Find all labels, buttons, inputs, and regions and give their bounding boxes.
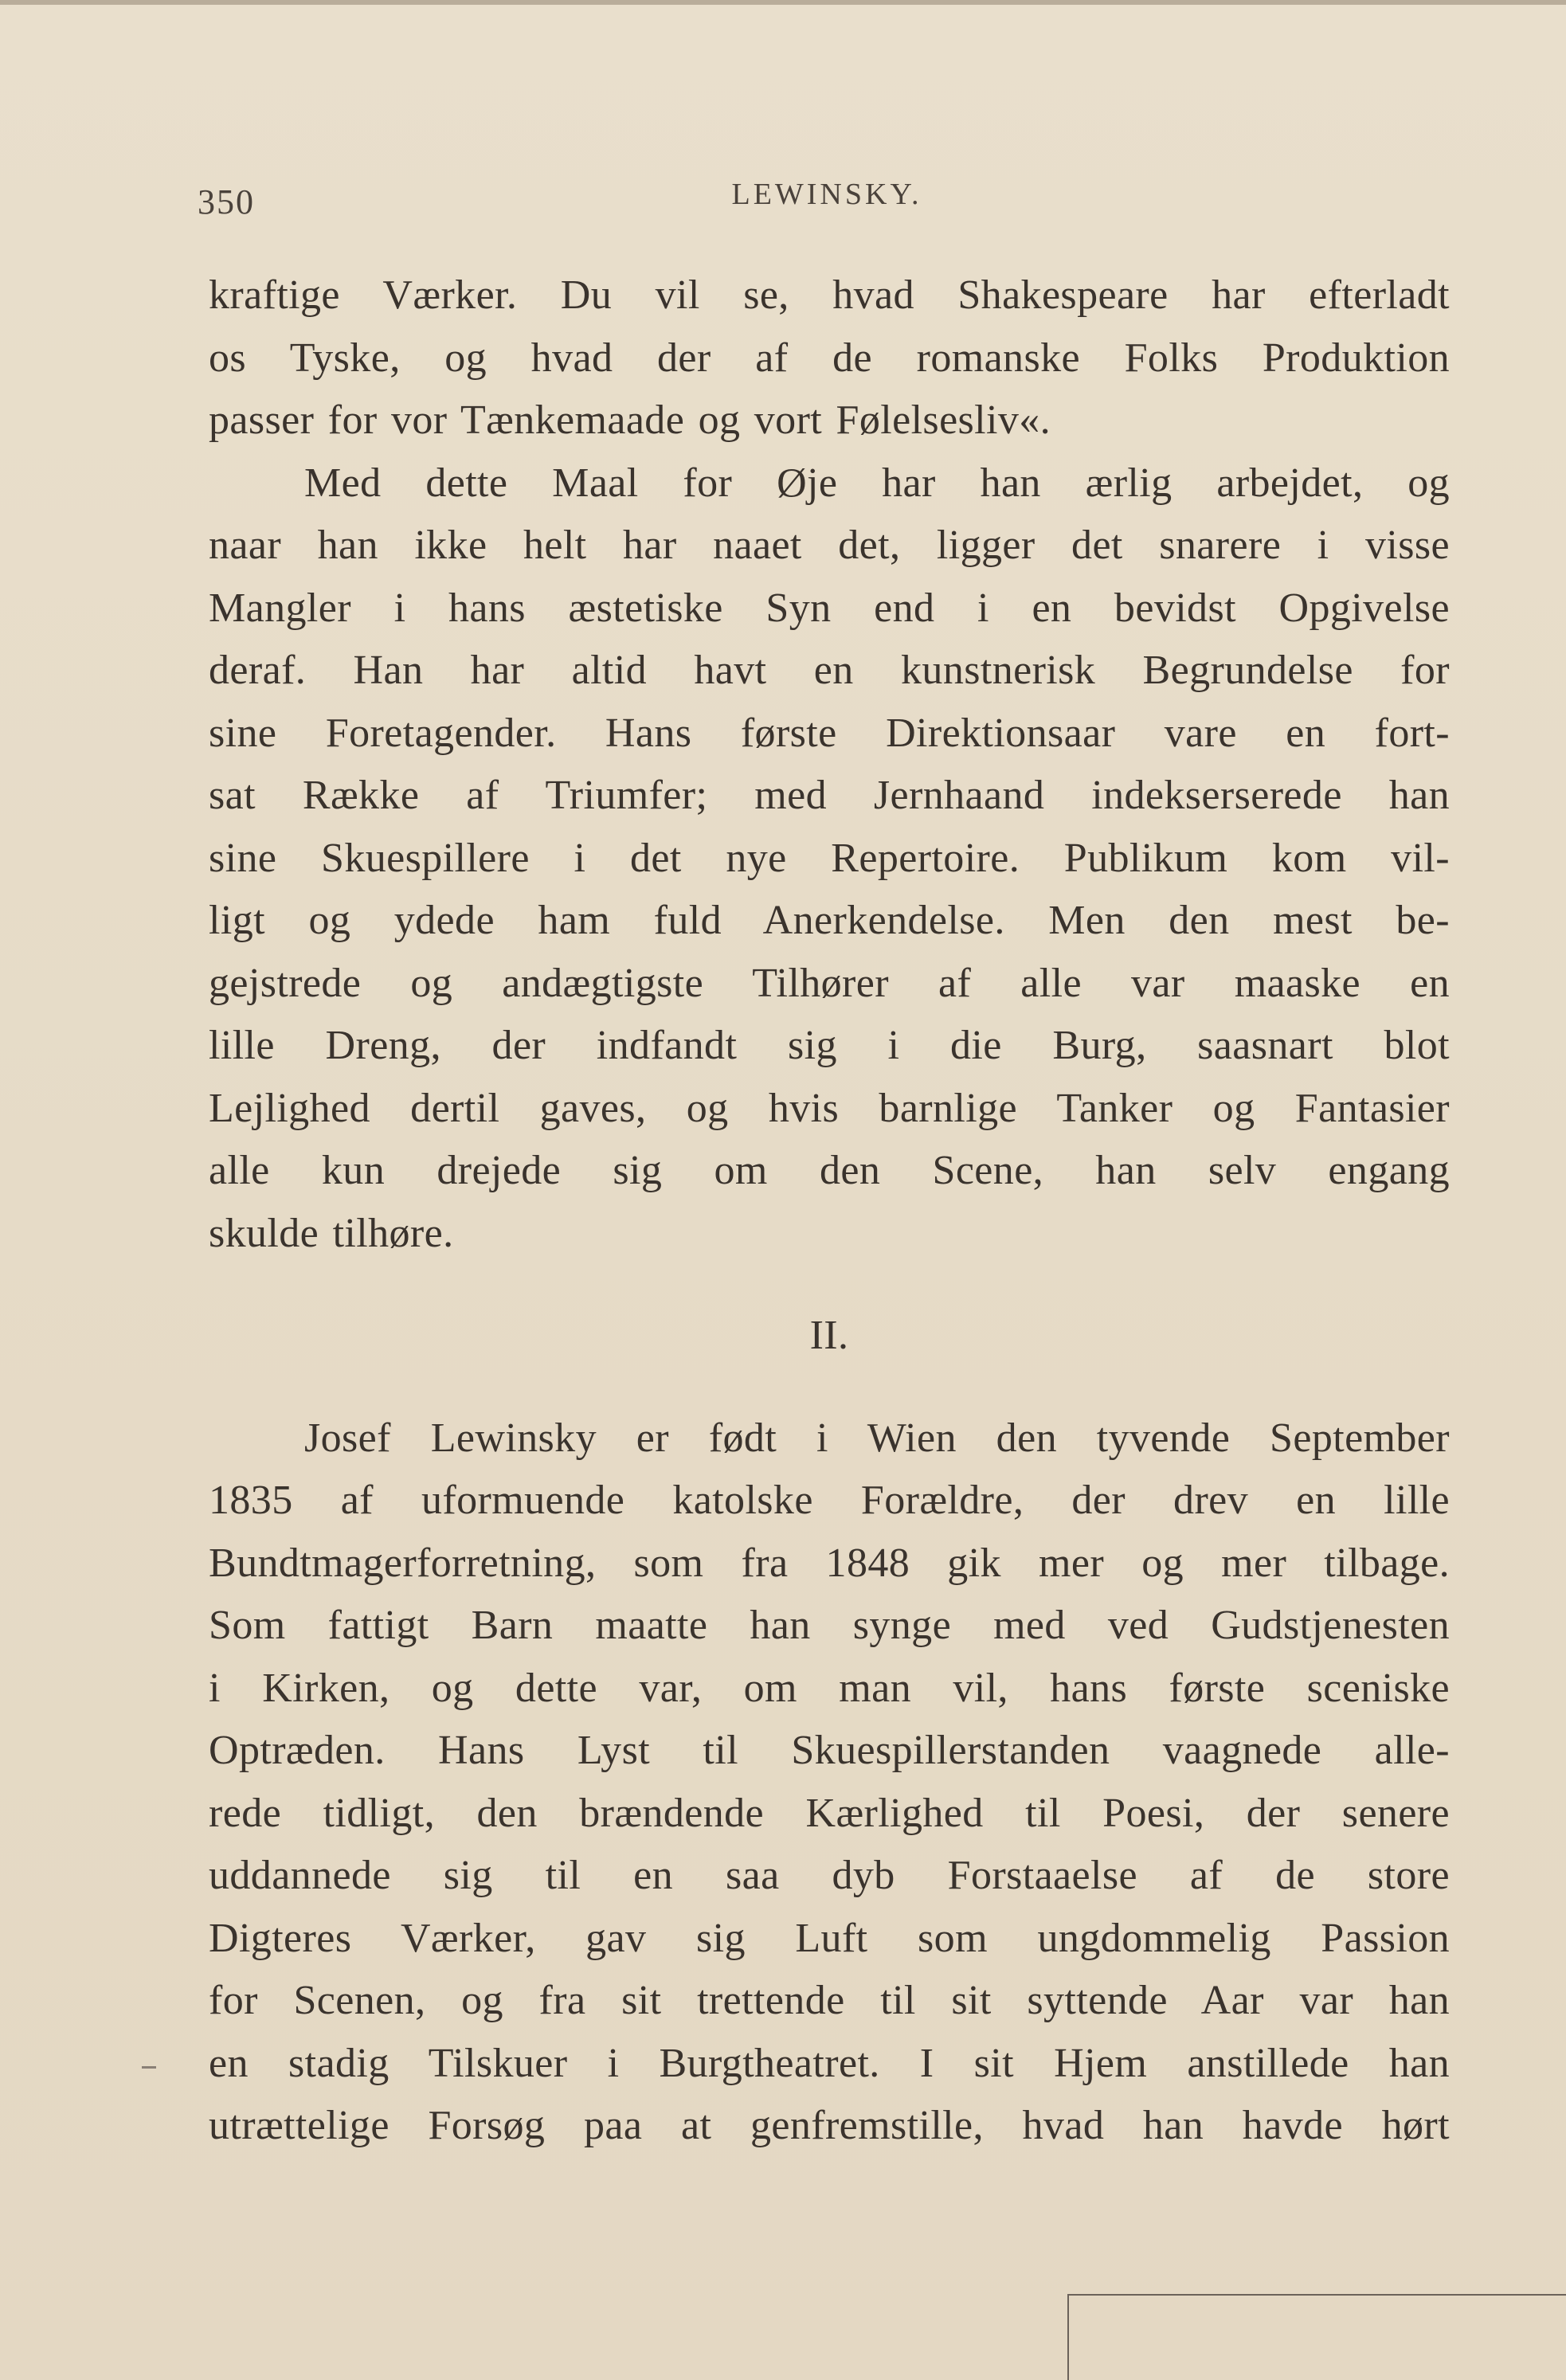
text-line: os Tyske, og hvad der af de romanske Folks Produktion [209,335,1450,381]
text-line: Josef Lewinsky er født i Wien den tyvende September [304,1415,1450,1461]
text-line: Mangler i hans æstetiske Syn end i en bevidst Opgivelse [209,585,1450,631]
text-line: en stadig Tilskuer i Burgtheatret. I sit Hjem anstillede han [209,2040,1450,2086]
section-heading: II. [809,1313,849,1358]
text-line: sat Række af Triumfer; med Jernhaand indekserserede han [209,773,1450,818]
text-line: uddannede sig til en saa dyb Forstaaelse af de store [209,1853,1450,1898]
text-line: Bundtmagerforretning, som fra 1848 gik mer og mer tilbage. [209,1540,1450,1586]
text-line: Med dette Maal for Øje har han ærlig arbejdet, og [304,460,1450,506]
text-line: 1835 af uformuende katolske Forældre, der drev en lille [209,1478,1450,1523]
text-line: ligt og ydede ham fuld Anerkendelse. Men den mest be- [209,898,1450,943]
corner-rule-vertical [1067,2294,1069,2380]
text-line: Optræden. Hans Lyst til Skuespillerstanden vaagnede alle- [209,1728,1450,1773]
text-line: rede tidligt, den brændende Kærlighed til Poesi, der senere [209,1790,1450,1836]
running-title: LEWINSKY. [731,178,922,211]
margin-mark [142,2066,156,2069]
text-line: for Scenen, og fra sit trettende til sit syttende Aar var han [209,1978,1450,2023]
corner-rule [1067,2294,1566,2296]
text-line: Digteres Værker, gav sig Luft som ungdommelig Passion [209,1915,1450,1961]
page-top-edge [0,0,1566,5]
text-line: naar han ikke helt har naaet det, ligger det snarere i visse [209,523,1450,568]
running-head [198,167,1456,223]
text-line: sine Skuespillere i det nye Repertoire. Publikum kom vil- [209,835,1450,881]
text-line: sine Foretagender. Hans første Direktionsaar vare en fort- [209,710,1450,756]
body-text [209,264,1450,2158]
text-line: utrættelige Forsøg paa at genfremstille, hvad han havde hørt [209,2103,1450,2148]
text-line: Lejlighed dertil gaves, og hvis barnlige Tanker og Fantasier [209,1085,1450,1131]
text-line: lille Dreng, der indfandt sig i die Burg, saasnart blot [209,1023,1450,1068]
text-line: gejstrede og andægtigste Tilhører af alle var maaske en [209,960,1450,1006]
text-line: Som fattigt Barn maatte han synge med ved Gudstjenesten [209,1603,1450,1648]
text-line: kraftige Værker. Du vil se, hvad Shakespeare har efterladt [209,272,1450,318]
text-line: alle kun drejede sig om den Scene, han selv engang [209,1148,1450,1193]
text-line: skulde tilhøre. [209,1210,454,1256]
text-line: passer for vor Tænkemaade og vort Følelsesliv«. [209,397,1051,443]
text-line: deraf. Han har altid havt en kunstnerisk Begrundelse for [209,648,1450,693]
page-number: 350 [198,182,255,221]
text-line: i Kirken, og dette var, om man vil, hans første sceniske [209,1665,1450,1711]
